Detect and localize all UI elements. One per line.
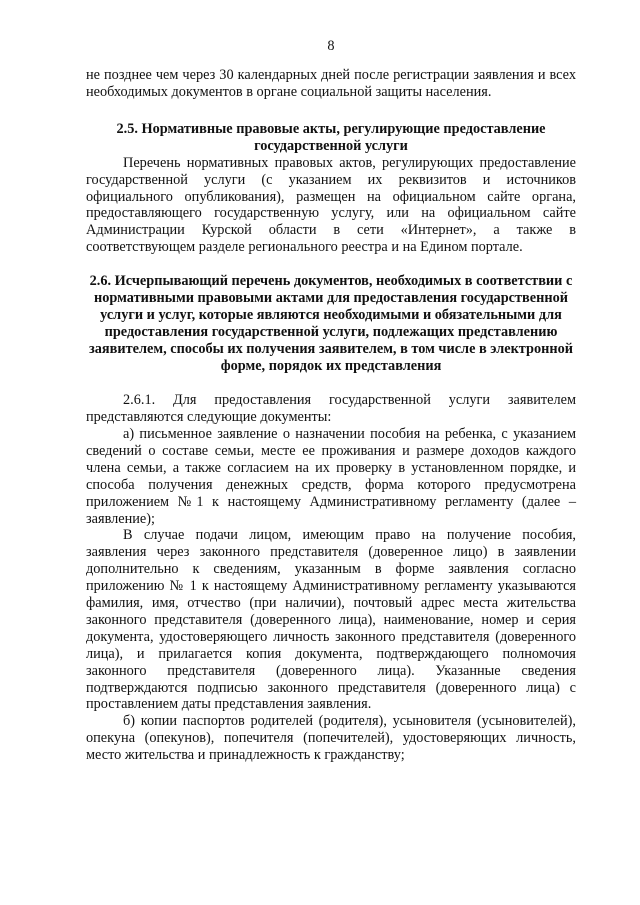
section-2-5 xyxy=(86,121,576,256)
paragraph-2-6-1: 2.6.1. Для предоставления государственной услуги заявителем представляются следующие документы: xyxy=(86,392,576,426)
item-b-paragraph: б) копии паспортов родителей (родителя), усыновителя (усыновителей), опекуна (опекунов), попечителя (попечителей), удостоверяющих личность, место жительства и принадлежность к гражданству; xyxy=(86,713,576,764)
representative-paragraph: В случае подачи лицом, имеющим право на получение пособия, заявления через законного представителя (доверенное лицо) в заявлении дополнительно к сведениям, указанным в форме заявления согласно приложению № 1 к настоящему Административному регламенту указываются фамилия, имя, отчество (при наличии), почтовый адрес места жительства законного представителя (доверенного лица), наименование, номер и серия документа, удостоверяющего личность законного представителя (доверенного лица), и прилагается копия документа, подтверждающего полномочия законного представителя (доверенного лица). Указанные сведения подтверждаются подписью законного представителя (доверенного лица) с проставлением даты представления заявления. xyxy=(86,527,576,713)
section-2-6-heading: 2.6. Исчерпывающий перечень документов, необходимых в соответствии с нормативными правовыми актами для предоставления государственной услуги и услуг, которые являются необходимыми и обязательными для предоставления государственной услуги, подлежащих представлению заявителем, способы их получения заявителем, в том числе в электронной форме, порядок их представления xyxy=(89,273,573,375)
item-a-paragraph: а) письменное заявление о назначении пособия на ребенка, с указанием сведений о составе семьи, месте ее проживания и размере доходов каждого члена семьи, а также согласием на их проверку в установленном порядке, и способа получения денежных средств, форма которого предусмотрена приложением №1 к настоящему Административному регламенту (далее – заявление); xyxy=(86,425,576,527)
continuation-paragraph: не позднее чем через 30 календарных дней после регистрации заявления и всех необходимых документов в органе социальной защиты населения. xyxy=(86,66,576,100)
section-2-5-paragraph: Перечень нормативных правовых актов, регулирующих предоставление государственной услуги (с указанием их реквизитов и источников официального опубликования), размещен на официальном сайте органа, предоставляющего государственную услугу, или на официальном сайте Администрации Курской области в сети «Интернет», а также в соответствующем разделе регионального реестра и на Едином портале. xyxy=(86,154,576,256)
page-number: 8 xyxy=(327,38,335,54)
section-2-6 xyxy=(86,273,576,764)
section-2-5-heading: 2.5. Нормативные правовые акты, регулирующие предоставление государственной услуги xyxy=(116,120,546,154)
